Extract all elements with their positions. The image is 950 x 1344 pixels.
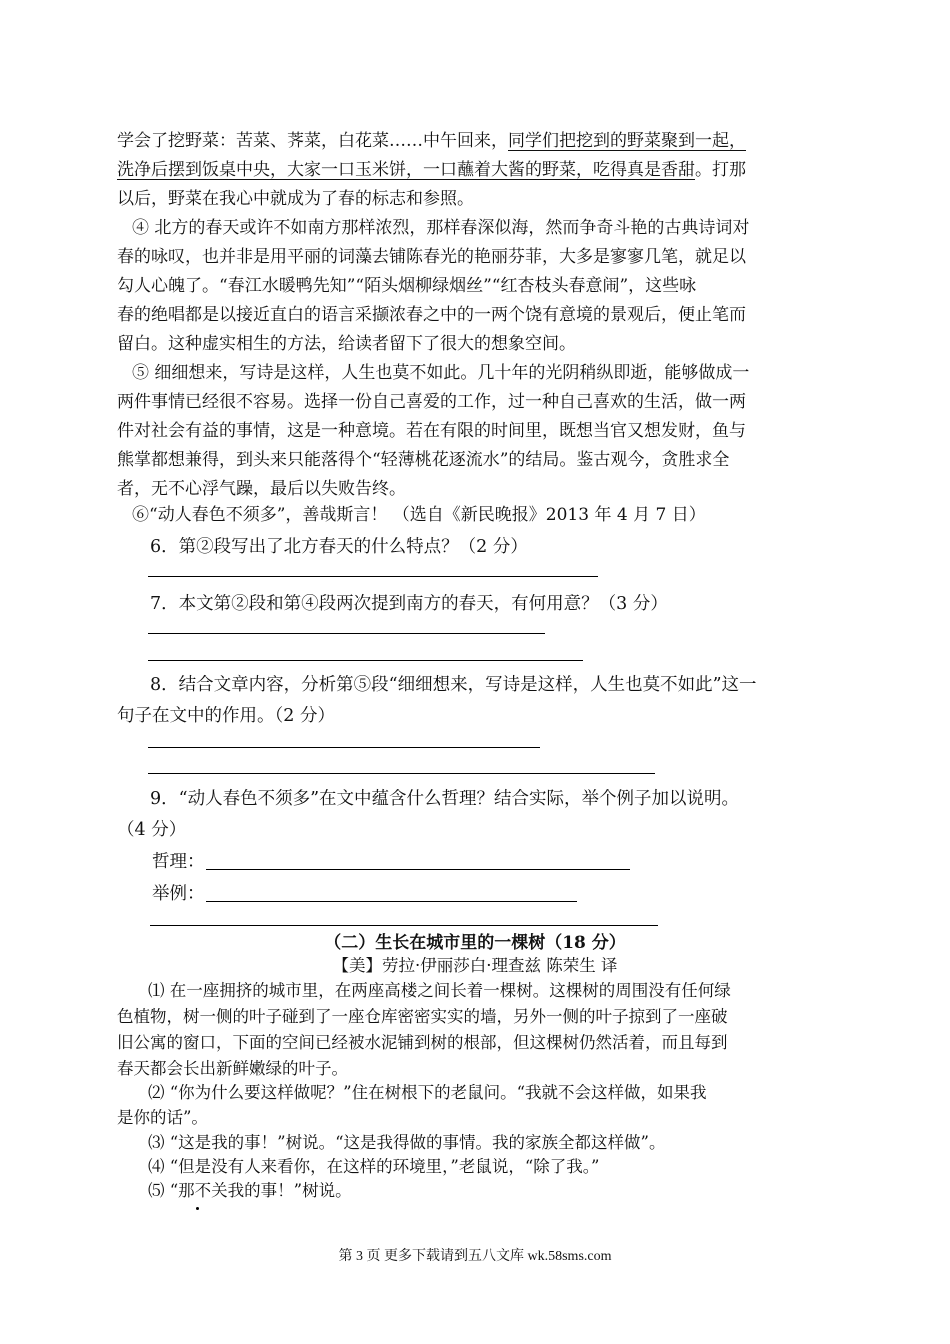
passage2-byline: 【美】劳拉·伊丽莎白·理查兹 陈荣生 译 (332, 956, 618, 975)
question-7: 7．本文第②段和第④段两次提到南方的春天，有何用意？（3 分） (150, 594, 668, 614)
question-8-line2: 句子在文中的作用。（2 分） (117, 706, 335, 726)
p2-5-line: ⑸ “那不关我的事！”树说。 (148, 1181, 352, 1200)
p5-line: 熊掌都想兼得，到头来只能落得个“轻薄桃花逐流水”的结局。鉴古观今，贪胜求全 (117, 450, 730, 470)
p3-line3: 以后，野菜在我心中就成为了春的标志和参照。 (117, 189, 474, 209)
p4-line: 春的绝唱都是以接近直白的语言采撷浓春之中的一两个饶有意境的景观后，便止笔而 (117, 305, 746, 325)
p4-line: ④ 北方的春天或许不如南方那样浓烈，那样春深似海，然而争奇斗艳的古典诗词对 (132, 218, 750, 238)
p5-line: 两件事情已经很不容易。选择一份自己喜爱的工作，过一种自己喜欢的生活，做一两 (117, 392, 746, 412)
p3-line1-underlined: 同学们把挖到的野菜聚到一起， (508, 131, 746, 151)
p3-line1 (117, 128, 746, 154)
answer-line-q8-2[interactable] (148, 773, 655, 774)
question-9-line1: 9．“动人春色不须多”在文中蕴含什么哲理？结合实际，举个例子加以说明。 (150, 789, 740, 809)
answer-line-q9-example-2[interactable] (150, 925, 658, 926)
passage2-title: （二）生长在城市里的一棵树（18 分） (324, 933, 626, 953)
page-footer: 第 3 页 更多下载请到五八文库 wk.58sms.com (338, 1249, 612, 1264)
p2-1-line: ⑴ 在一座拥挤的城市里，在两座高楼之间长着一棵树。这棵树的周围没有任何绿 (148, 981, 731, 1000)
p2-2-line2: 是你的话”。 (117, 1108, 208, 1127)
p2-2-line1: ⑵ “你为什么要这样做呢？”住在树根下的老鼠问。“我就不会这样做，如果我 (148, 1083, 707, 1102)
p3-line2 (117, 157, 746, 183)
p5-line: ⑤ 细细想来，写诗是这样，人生也莫不如此。几十年的光阴稍纵即逝，能够做成一 (132, 363, 750, 383)
q9-philosophy-label: 哲理： (152, 852, 205, 872)
p4-line: 春的咏叹，也并非是用平丽的词藻去铺陈春光的艳丽芬菲，大多是寥寥几笔，就足以 (117, 247, 746, 267)
question-9-line2: （4 分） (117, 820, 187, 840)
answer-line-q8-1[interactable] (148, 747, 540, 748)
p2-4-line: ⑷ “但是没有人来看你，在这样的环境里，”老鼠说，“除了我。” (148, 1157, 600, 1176)
answer-line-q9-example-1[interactable] (206, 901, 577, 902)
question-6: 6．第②段写出了北方春天的什么特点？（2 分） (150, 537, 528, 557)
p3-line2-underlined: 洗净后摆到饭桌中央，大家一口玉米饼，一口蘸着大酱的野菜，吃得真是香甜 (117, 160, 695, 180)
emphasis-dot (196, 1207, 199, 1210)
answer-line-q6[interactable] (148, 576, 598, 577)
p2-3-line: ⑶ “这是我的事！”树说。“这是我得做的事情。我的家族全都这样做”。 (148, 1133, 666, 1152)
p4-line: 勾人心魄了。“春江水暖鸭先知”“陌头烟柳绿烟丝”“红杏枝头春意闹”，这些咏 (117, 276, 697, 296)
p4-line: 留白。这种虚实相生的方法，给读者留下了很大的想象空间。 (117, 334, 576, 354)
p2-1-line: 色植物，树一侧的叶子碰到了一座仓库密密实实的墙，另外一侧的叶子掠到了一座破 (117, 1007, 728, 1026)
q9-example-label: 举例： (152, 884, 205, 904)
p6-line: ⑥“动人春色不须多”，善哉斯言！ （选自《新民晚报》2013 年 4 月 7 日） (132, 505, 706, 525)
p2-1-line: 春天都会长出新鲜嫩绿的叶子。 (117, 1059, 348, 1078)
p3-line1-text: 学会了挖野菜：苦菜、荠菜，白花菜……中午回来， (117, 131, 508, 151)
p3-line2-text: 。打那 (695, 160, 746, 180)
p5-line: 件对社会有益的事情，这是一种意境。若在有限的时间里，既想当官又想发财，鱼与 (117, 421, 746, 441)
answer-line-q7-2[interactable] (148, 660, 583, 661)
p2-1-line: 旧公寓的窗口，下面的空间已经被水泥铺到树的根部，但这棵树仍然活着，而且每到 (117, 1033, 728, 1052)
question-8-line1: 8．结合文章内容，分析第⑤段“细细想来，写诗是这样，人生也莫不如此”这一 (150, 675, 757, 695)
answer-line-q9-philosophy[interactable] (206, 869, 630, 870)
answer-line-q7-1[interactable] (148, 633, 545, 634)
p5-line: 者，无不心浮气躁，最后以失败告终。 (117, 479, 406, 499)
